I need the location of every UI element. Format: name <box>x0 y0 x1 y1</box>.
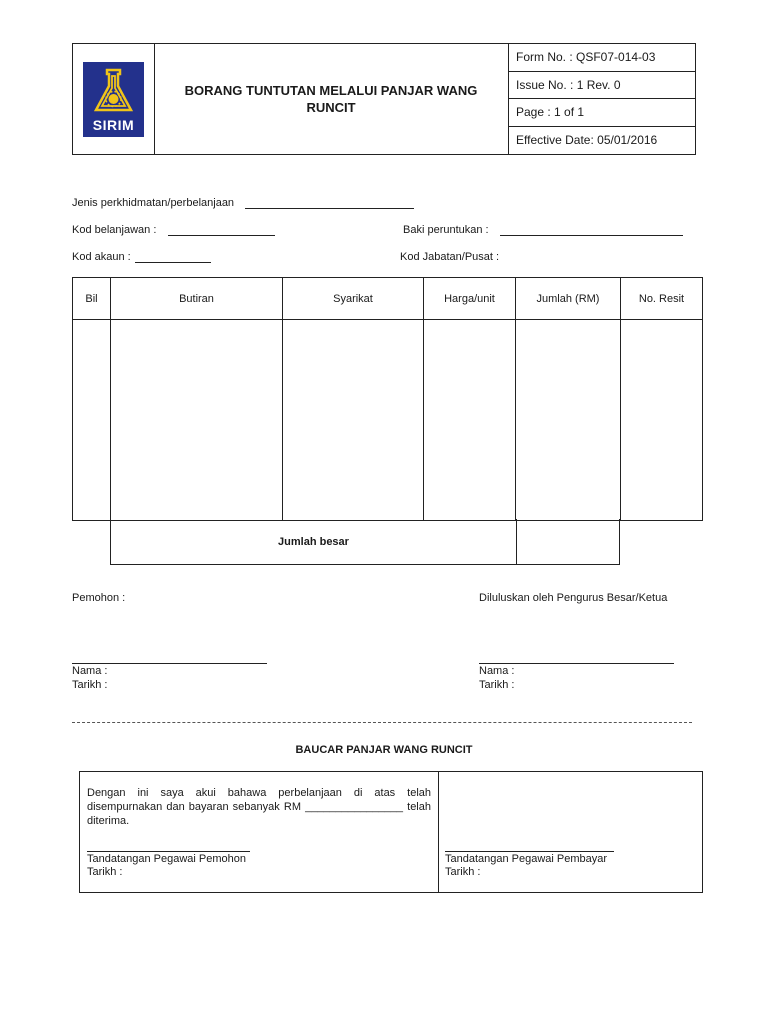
form-header <box>72 43 696 155</box>
voucher-title: BAUCAR PANJAR WANG RUNCIT <box>295 744 473 756</box>
table-header-row <box>73 278 703 320</box>
col-syarikat: Syarikat <box>283 278 424 320</box>
pemohon-voucher-sign-line[interactable] <box>87 851 250 852</box>
cell-bil[interactable] <box>73 320 111 521</box>
kod-akaun-label: Kod akaun : <box>72 251 131 263</box>
col-bil: Bil <box>73 278 111 320</box>
cell-harga-unit[interactable] <box>424 320 516 521</box>
col-no-resit: No. Resit <box>621 278 703 320</box>
form-number: Form No. : QSF07-014-03 <box>509 44 695 72</box>
kod-belanjawan-input[interactable] <box>168 235 275 236</box>
approver-tarikh: Tarikh : <box>479 679 515 691</box>
jenis-label: Jenis perkhidmatan/perbelanjaan <box>72 197 235 209</box>
voucher-divider <box>438 772 439 892</box>
voucher-box <box>79 771 703 893</box>
cut-line-divider <box>72 722 692 723</box>
diluluskan-label: Diluluskan oleh Pengurus Besar/Ketua <box>479 592 668 604</box>
flask-gear-icon <box>83 62 144 122</box>
voucher-tarikh-pemohon: Tarikh : <box>87 866 123 878</box>
cell-butiran[interactable] <box>111 320 283 521</box>
logo-text: SIRIM <box>92 117 135 133</box>
issue-number: Issue No. : 1 Rev. 0 <box>509 72 695 100</box>
pemohon-signature-line[interactable] <box>72 663 267 664</box>
title-cell <box>154 44 509 154</box>
voucher-tarikh-pembayar: Tarikh : <box>445 866 481 878</box>
pemohon-nama: Nama : <box>72 665 108 677</box>
page-number: Page : 1 of 1 <box>509 99 695 127</box>
col-harga-unit: Harga/unit <box>424 278 516 320</box>
pembayar-voucher-sign-line[interactable] <box>445 851 614 852</box>
total-label: Jumlah besar <box>111 519 517 564</box>
sign-pemohon-label: Tandatangan Pegawai Pemohon <box>87 853 247 865</box>
col-butiran: Butiran <box>111 278 283 320</box>
pemohon-label: Pemohon : <box>72 592 126 604</box>
items-table <box>72 277 703 521</box>
form-meta <box>509 44 695 154</box>
baki-input[interactable] <box>500 235 683 236</box>
sign-pembayar-label: Tandatangan Pegawai Pembayar <box>445 853 608 865</box>
baki-label: Baki peruntukan : <box>403 224 489 236</box>
table-row <box>73 320 703 521</box>
effective-date: Effective Date: 05/01/2016 <box>516 132 658 147</box>
cell-jumlah[interactable] <box>516 320 621 521</box>
voucher-statement: Dengan ini saya akui bahawa perbelanjaan di atas telah disempurnakan dan bayaran sebanyak RM ________________ telah diterima. <box>87 787 431 827</box>
total-row <box>110 519 620 565</box>
kod-belanjawan-label: Kod belanjawan : <box>72 224 157 236</box>
pemohon-tarikh: Tarikh : <box>72 679 108 691</box>
jenis-input[interactable] <box>245 208 414 209</box>
approver-signature-line[interactable] <box>479 663 674 664</box>
cell-syarikat[interactable] <box>283 320 424 521</box>
cell-no-resit[interactable] <box>621 320 703 521</box>
logo-cell <box>73 44 155 154</box>
col-jumlah: Jumlah (RM) <box>516 278 621 320</box>
approver-nama: Nama : <box>479 665 515 677</box>
kod-jabatan-label: Kod Jabatan/Pusat : <box>400 251 500 263</box>
kod-akaun-input[interactable] <box>135 262 211 263</box>
form-title: BORANG TUNTUTAN MELALUI PANJAR WANG RUNCIT <box>184 83 478 115</box>
sirim-logo <box>83 62 144 137</box>
